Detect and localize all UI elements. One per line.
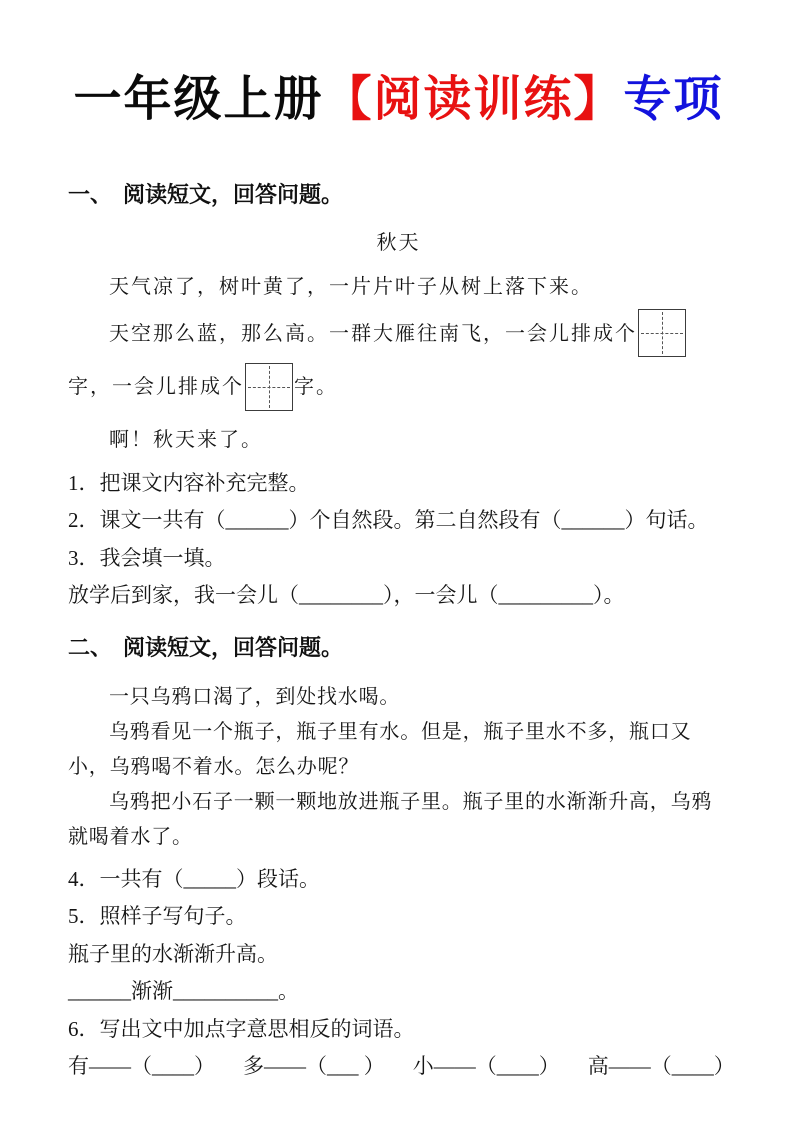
section2-question-4: 4．一共有（_____）段话。 [68, 866, 320, 891]
title-suffix-part: 专项 [623, 73, 724, 126]
section1-question-3: 3．我会填一填。 [68, 545, 226, 570]
antonym-item-you: 有——（____） [68, 1054, 215, 1079]
passage2-paragraph-3: 乌鸦把小石子一颗一颗地放进瓶子里。瓶子里的水渐渐升高，乌鸦就喝着水了。 [68, 790, 713, 848]
section2-question-5-example: 瓶子里的水渐渐升高。 [68, 941, 278, 966]
antonym-item-duo: 多——（___ ） [243, 1054, 385, 1079]
passage1-paragraph-1: 天气凉了，树叶黄了，一片片叶子从树上落下来。 [109, 276, 593, 298]
page-title [68, 70, 729, 130]
passage2-paragraph-2: 乌鸦看见一个瓶子，瓶子里有水。但是，瓶子里水不多，瓶口又小，乌鸦喝不着水。怎么办呢？ [68, 720, 692, 778]
section2-question-5: 5．照样子写句子。 [68, 904, 247, 929]
title-grade-part: 一年级上册 [73, 73, 324, 126]
passage1-paragraph-2 [68, 308, 729, 415]
section1-question-1: 1．把课文内容补充完整。 [68, 470, 310, 495]
antonym-item-xiao: 小——（____） [412, 1054, 560, 1079]
section2-heading: 二、 阅读短文，回答问题。 [68, 634, 344, 660]
section1-heading: 一、 阅读短文，回答问题。 [68, 182, 344, 207]
tianzige-vertical-dash [269, 366, 270, 408]
tianzige-vertical-dash [662, 312, 663, 354]
section2-question-6: 6．写出文中加点字意思相反的词语。 [68, 1016, 415, 1041]
passage1-paragraph-3: 啊！秋天来了。 [109, 428, 263, 451]
antonym-item-gao: 高——（____） [587, 1054, 735, 1079]
passage2-paragraph-1: 一只乌鸦口渴了，到处找水喝。 [109, 685, 401, 708]
passage1-p2-segment-1: 天空那么蓝，那么高。一群大雁往南飞，一会儿排成个 [109, 323, 637, 345]
passage1-p2-segment-3: 字。 [294, 376, 338, 399]
tianzige-blank-box-1 [638, 309, 686, 357]
tianzige-blank-box-2 [245, 363, 293, 411]
section2-question-6-answer-row [68, 1048, 735, 1086]
title-topic-part: 【阅读训练】 [323, 73, 624, 126]
passage1-p2-segment-2: 字，一会儿排成个 [68, 376, 244, 399]
section1-question-3-fill-line: 放学后到家，我一会儿（________），一会儿（_________）。 [68, 583, 625, 608]
section2-question-5-blank-line: ______渐渐__________。 [68, 979, 299, 1004]
passage1-title: 秋天 [376, 232, 421, 254]
section1-question-2: 2．课文一共有（______）个自然段。第二自然段有（______）句话。 [68, 508, 709, 533]
